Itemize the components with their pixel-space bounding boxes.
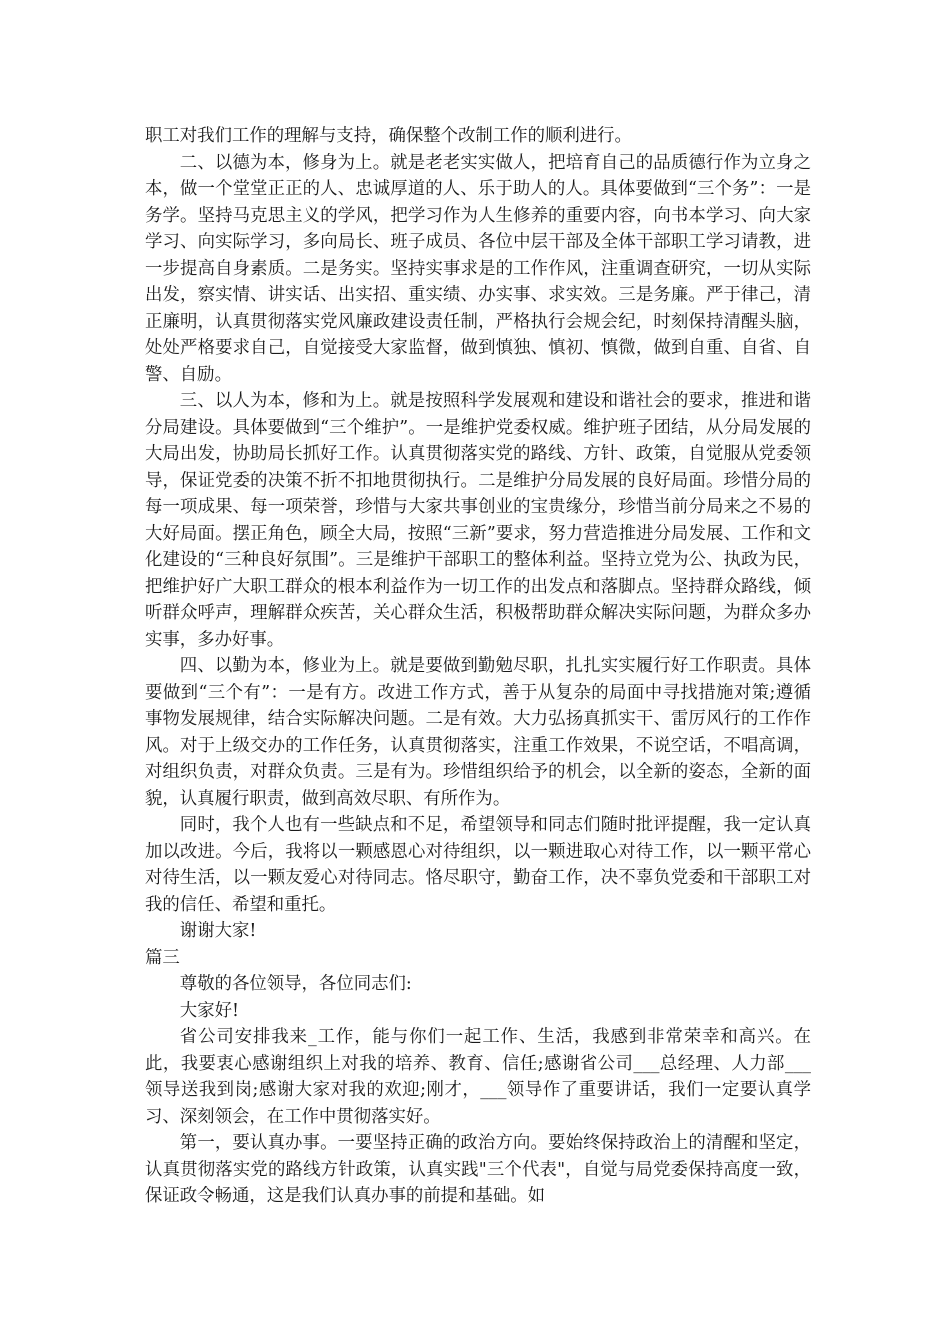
paragraph-section-4: 四、以勤为本，修业为上。就是要做到勤勉尽职，扎扎实实履行好工作职责。具体要做到“三个有”：一是有方。改进工作方式，善于从复杂的局面中寻找措施对策;遵循事物发展规律，结合实际解决问题。二是有效。大力弘扬真抓实干、雷厉风行的工作作风。对于上级交办的工作任务，认真贯彻落实，注重工作效果，不说空话，不唱高调，对组织负责，对群众负责。三是有为。珍惜组织给予的机会，以全新的姿态，全新的面貌，认真履行职责，做到高效尽职、有所作为。: [145, 656, 811, 809]
paragraph-conclusion: 同时，我个人也有一些缺点和不足，希望领导和同志们随时批评提醒，我一定认真加以改进。今后，我将以一颗感恩心对待组织，以一颗进取心对待工作，以一颗平常心对待生活，以一颗友爱心对待同志。恪尽职守，勤奋工作，决不辜负党委和干部职工对我的信任、希望和重托。: [145, 815, 811, 915]
paragraph-section-2: 二、以德为本，修身为上。就是老老实实做人，把培育自己的品质德行作为立身之本，做一个堂堂正正的人、忠诚厚道的人、乐于助人的人。具体要做到“三个务”：一是务学。坚持马克思主义的学风，把学习作为人生修养的重要内容，向书本学习、向大家学习、向实际学习，多向局长、班子成员、各位中层干部及全体干部职工学习请教，进一步提高自身素质。二是务实。坚持实事求是的工作作风，注重调查研究，一切从实际出发，察实情、讲实话、出实招、重实绩、办实事、求实效。三是务廉。严于律己，清正廉明，认真贯彻落实党风廉政建设责任制，严格执行会规会纪，时刻保持清醒头脑，处处严格要求自己，自觉接受大家监督，做到慎独、慎初、慎微，做到自重、自省、自警、自励。: [145, 152, 811, 385]
salutation: 尊敬的各位领导，各位同志们:: [179, 974, 412, 994]
paragraph-intro: 省公司安排我来_工作，能与你们一起工作、生活，我感到非常荣幸和高兴。在此，我要衷心感谢组织上对我的培养、教育、信任;感谢省公司___总经理、人力部___领导送我到岗;感谢大家对我的欢迎;刚才，___领导作了重要讲话，我们一定要认真学习、深刻领会，在工作中贯彻落实好。: [145, 1027, 811, 1127]
paragraph-continuation: 职工对我们工作的理解与支持，确保整个改制工作的顺利进行。: [145, 126, 632, 146]
part-heading: 篇三: [145, 947, 180, 968]
paragraph-thanks: 谢谢大家!: [179, 921, 257, 941]
greeting: 大家好!: [179, 1000, 239, 1021]
paragraph-section-3: 三、以人为本，修和为上。就是按照科学发展观和建设和谐社会的要求，推进和谐分局建设。具体要做到“三个维护”。一是维护党委权威。维护班子团结，从分局发展的大局出发，协助局长抓好工作。认真贯彻落实党的路线、方针、政策，自觉服从党委领导，保证党委的决策不折不扣地贯彻执行。二是维护分局发展的良好局面。珍惜分局的每一项成果、每一项荣誉，珍惜与大家共事创业的宝贵缘分，珍惜当前分局来之不易的大好局面。摆正角色，顾全大局，按照“三新”要求，努力营造推进分局发展、工作和文化建设的“三种良好氛围”。三是维护干部职工的整体利益。坚持立党为公、执政为民，把维护好广大职工群众的根本利益作为一切工作的出发点和落脚点。坚持群众路线，倾听群众呼声，理解群众疾苦，关心群众生活，积极帮助群众解决实际问题，为群众多办实事，多办好事。: [145, 391, 811, 650]
paragraph-first-point: 第一，要认真办事。一要坚持正确的政治方向。要始终保持政治上的清醒和坚定，认真贯彻落实党的路线方针政策，认真实践"三个代表"，自觉与局党委保持高度一致，保证政令畅通，这是我们认真办事的前提和基础。如: [145, 1133, 811, 1206]
document-page: [145, 123, 811, 1210]
